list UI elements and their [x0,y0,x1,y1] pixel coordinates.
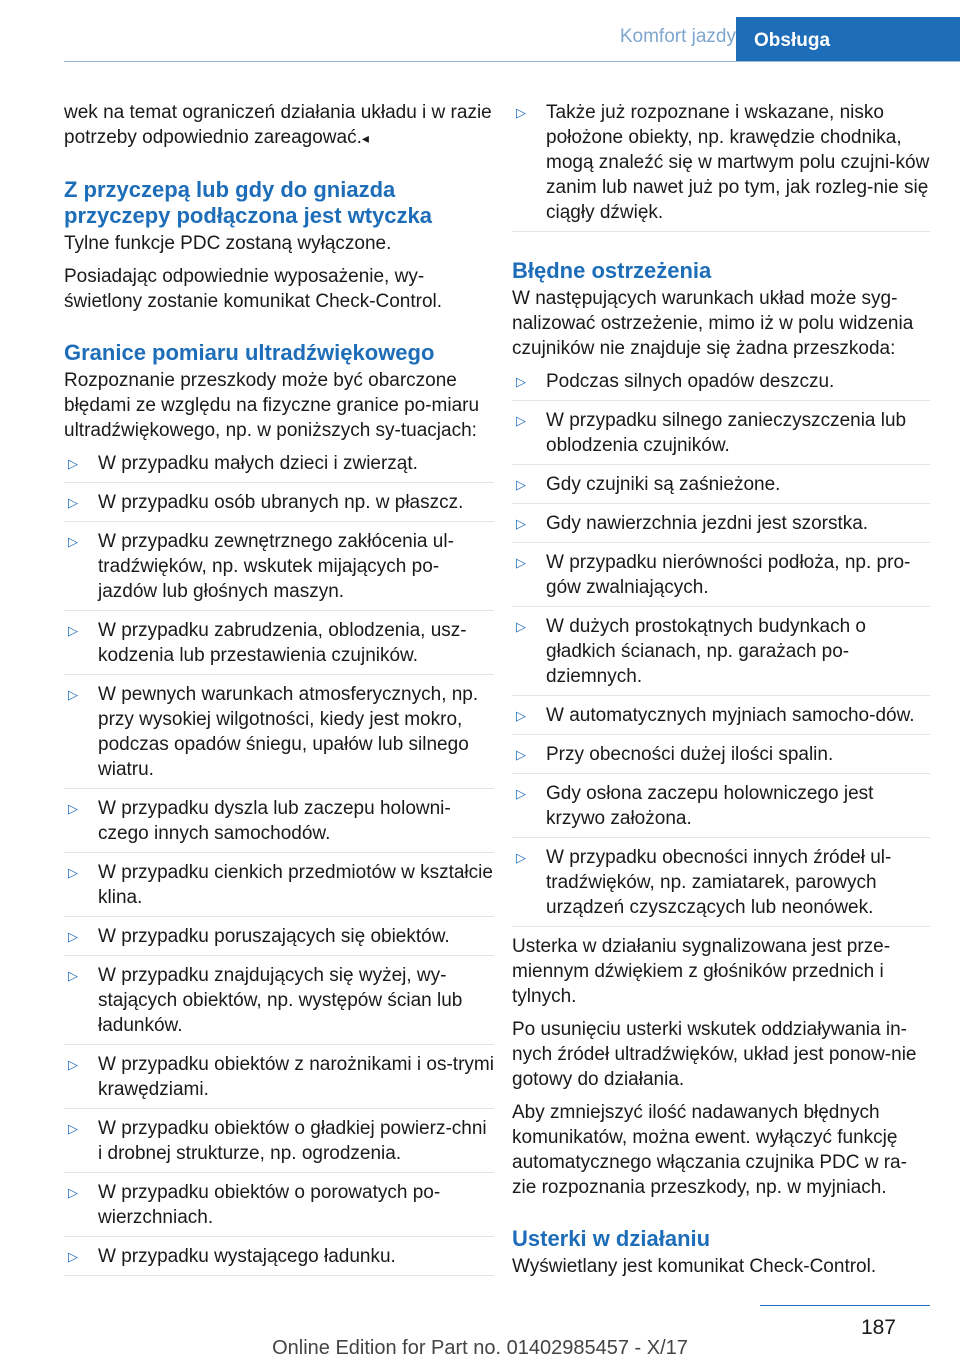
triangle-bullet-icon: ▷ [516,413,526,428]
heading-false-warnings: Błędne ostrzeżenia [512,258,712,283]
list-item-text: W przypadku osób ubranych np. w płaszcz. [98,492,464,513]
list-item [64,924,494,956]
paragraph: Wyświetlany jest komunikat Check-Control. [512,1256,877,1277]
triangle-bullet-icon: ▷ [68,534,78,549]
triangle-bullet-icon: ▷ [68,968,78,983]
heading-ultrasonic-limits: Granice pomiaru ultradźwiękowego [64,340,435,365]
paragraph: Usterka w działaniu sygnalizowana jest prze-miennym dźwiękiem z głośników przednich i tylnych. [512,936,891,1007]
paragraph: Rozpoznanie przeszkody może być obarczone błędami ze względu na fizyczne granice po-miaru ultradźwiękowego, np. w poniższych sy-tuacjach: [64,370,480,441]
paragraph: Posiadając odpowiednie wyposażenie, wy-świetlony zostanie komunikat Check-Control. [64,266,443,312]
list-item [512,472,930,504]
page-number: 187 [860,1316,896,1339]
list-item-text: W przypadku silnego zanieczyszczenia lub oblodzenia czujników. [546,410,907,456]
list-item [512,614,930,696]
triangle-bullet-icon: ▷ [68,929,78,944]
triangle-bullet-icon: ▷ [516,747,526,762]
list-item-text: W przypadku zewnętrznego zakłócenia ul-tradźwięków, np. wskutek mijających po-jazdów lub głośnych maszyn. [98,531,454,602]
bullet-list [512,369,930,927]
list-item [512,742,930,774]
list-item [64,1116,494,1173]
heading-malfunctions: Usterki w działaniu [512,1226,711,1251]
triangle-bullet-icon: ▷ [516,374,526,389]
list-item [512,100,930,232]
paragraph: Aby zmniejszyć ilość nadawanych błędnych komunikatów, można ewent. wyłączyć funkcję automatycznego włączania czujnika PDC w ra-zie rozpoznania przeszkody, np. w myjniach. [512,1102,907,1198]
triangle-bullet-icon: ▷ [516,477,526,492]
heading-trailer: Z przyczepą lub gdy do gniazda przyczepy podłączona jest wtyczka [64,177,433,228]
intro-text: wek na temat ograniczeń działania układu i w razie potrzeby odpowiednio zareagować.◂ [64,102,492,148]
end-mark-icon: ◂ [361,130,369,146]
page-header [64,0,960,62]
triangle-bullet-icon: ▷ [68,687,78,702]
list-item-text: W przypadku cienkich przedmiotów w kształcie klina. [98,862,493,908]
triangle-bullet-icon: ▷ [516,850,526,865]
list-item-text: W przypadku obiektów o gładkiej powierz-chni i drobnej strukturze, np. ogrodzenia. [98,1118,487,1164]
list-item-text: Przy obecności dużej ilości spalin. [546,744,834,765]
list-item-text: W przypadku obecności innych źródeł ul-tradźwięków, np. zamiatarek, parowych urządzeń czyszczących lub neonówek. [546,847,892,918]
list-item [64,796,494,853]
list-item [64,451,494,483]
list-item [64,490,494,522]
list-item-text: W przypadku zabrudzenia, oblodzenia, usz-kodzenia lub przestawienia czujników. [98,620,467,666]
triangle-bullet-icon: ▷ [68,1185,78,1200]
list-item [64,860,494,917]
list-item [512,511,930,543]
list-item-text: W przypadku obiektów o porowatych po-wierzchniach. [98,1182,441,1228]
list-item [64,529,494,611]
header-rule [64,61,960,62]
paragraph: W następujących warunkach układ może syg-nalizować ostrzeżenie, mimo iż w polu widzenia czujników nie znajduje się żadna przeszkoda: [512,288,914,359]
left-column [64,100,494,1283]
bullet-list [512,100,930,232]
triangle-bullet-icon: ▷ [68,801,78,816]
list-item [64,1180,494,1237]
triangle-bullet-icon: ▷ [68,495,78,510]
footer-rule [760,1305,930,1306]
right-column [512,100,930,1287]
list-item-text: W przypadku dyszla lub zaczepu holowni-czego innych samochodów. [98,798,451,844]
list-item [512,550,930,607]
edition-note: Online Edition for Part no. 01402985457 - X/17 [272,1337,688,1359]
triangle-bullet-icon: ▷ [68,1121,78,1136]
list-item [64,682,494,789]
list-item-text: Gdy nawierzchnia jezdni jest szorstka. [546,513,869,534]
list-item [64,618,494,675]
list-item-text: Gdy osłona zaczepu holowniczego jest krzywo założona. [546,783,874,829]
chapter-tab: Obsługa [736,17,960,62]
list-item-text: W przypadku poruszających się obiektów. [98,926,450,947]
list-item-text: Gdy czujniki są zaśnieżone. [546,474,781,495]
triangle-bullet-icon: ▷ [516,708,526,723]
triangle-bullet-icon: ▷ [516,516,526,531]
list-item [512,781,930,838]
triangle-bullet-icon: ▷ [68,456,78,471]
list-item-text: W automatycznych myjniach samocho-dów. [546,705,915,726]
triangle-bullet-icon: ▷ [516,555,526,570]
triangle-bullet-icon: ▷ [68,623,78,638]
section-title: Komfort jazdy [619,26,736,47]
triangle-bullet-icon: ▷ [516,619,526,634]
triangle-bullet-icon: ▷ [68,1057,78,1072]
list-item [512,845,930,927]
paragraph: Tylne funkcje PDC zostaną wyłączone. [64,233,392,254]
list-item [512,703,930,735]
list-item-text: W przypadku małych dzieci i zwierząt. [98,453,418,474]
list-item [512,408,930,465]
list-item-text: W przypadku nierówności podłoża, np. pro-gów zwalniających. [546,552,911,598]
list-item [64,963,494,1045]
list-item [64,1052,494,1109]
triangle-bullet-icon: ▷ [68,1249,78,1264]
triangle-bullet-icon: ▷ [516,786,526,801]
list-item-text: Podczas silnych opadów deszczu. [546,371,835,392]
list-item-text: W pewnych warunkach atmosferycznych, np. przy wysokiej wilgotności, kiedy jest mokro, podczas opadów śniegu, upałów lub silnego wiatru. [98,684,479,780]
list-item-text: W dużych prostokątnych budynkach o gładkich ścianach, np. garażach po-dziemnych. [546,616,867,687]
triangle-bullet-icon: ▷ [68,865,78,880]
list-item [64,1244,494,1276]
paragraph: Po usunięciu usterki wskutek oddziaływania in-nych źródeł ultradźwięków, układ jest ponow-nie gotowy do działania. [512,1019,917,1090]
list-item-text: W przypadku wystającego ładunku. [98,1246,396,1267]
bullet-list [64,451,494,1276]
list-item-text: W przypadku obiektów z narożnikami i os-trymi krawędziami. [98,1054,494,1100]
triangle-bullet-icon: ▷ [516,105,526,120]
list-item-text: Także już rozpoznane i wskazane, nisko położone obiekty, np. krawędzie chodnika, mogą znaleźć się w martwym polu czujni-ków zanim lub nawet już po tym, jak rozleg-nie się ciągły dźwięk. [546,102,930,223]
list-item-text: W przypadku znajdujących się wyżej, wy-stających obiektów, np. występów ścian lub ładunków. [98,965,463,1036]
list-item [512,369,930,401]
